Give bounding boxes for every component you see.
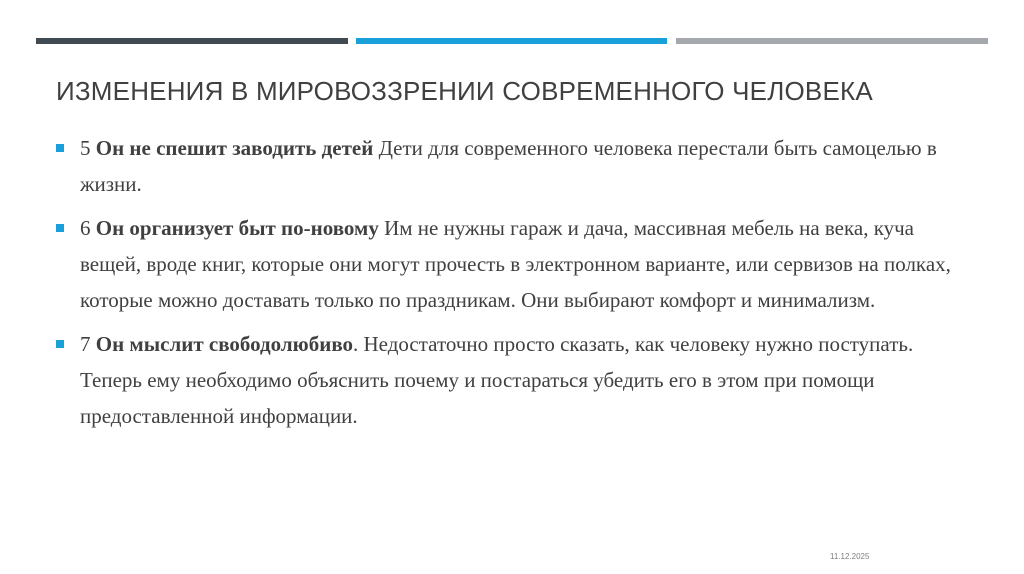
item-heading: Он мыслит свободолюбиво — [95, 332, 354, 356]
item-number: 5 — [80, 136, 96, 160]
item-text: Им не нужны гараж и дача, массивная мебель на века, куча вещей, вроде книг, которые они могут прочесть в электронном варианте, или сервизов на полках, которые можно доставать только по праздникам. Они выбирают комфорт и минимализм. — [80, 216, 951, 312]
list-item — [56, 210, 976, 318]
list-item — [56, 130, 976, 202]
item-text: . Недостаточно просто сказать, как человеку нужно поступать. Теперь ему необходимо объяснить почему и постараться убедить его в этом при помощи предоставленной информации. — [80, 332, 914, 428]
item-heading: Он организует быт по-новому — [95, 216, 379, 240]
square-bullet-icon — [56, 224, 64, 232]
list-item — [56, 326, 976, 434]
item-text: Дети для современного человека перестали быть самоцелью в жизни. — [80, 136, 937, 196]
bar-gray — [676, 38, 988, 44]
decorative-bars — [36, 38, 988, 44]
item-heading: Он не спешит заводить детей — [95, 136, 374, 160]
bar-blue — [356, 38, 667, 44]
bar-dark — [36, 38, 348, 44]
bullet-list — [56, 130, 976, 442]
item-number: 7 — [80, 332, 96, 356]
square-bullet-icon — [56, 144, 64, 152]
slide-title: ИЗМЕНЕНИЯ В МИРОВОЗЗРЕНИИ СОВРЕМЕННОГО ЧЕЛОВЕКА — [56, 76, 873, 106]
item-number: 6 — [80, 216, 96, 240]
slide-date: 11.12.2025 — [830, 552, 870, 561]
square-bullet-icon — [56, 340, 64, 348]
